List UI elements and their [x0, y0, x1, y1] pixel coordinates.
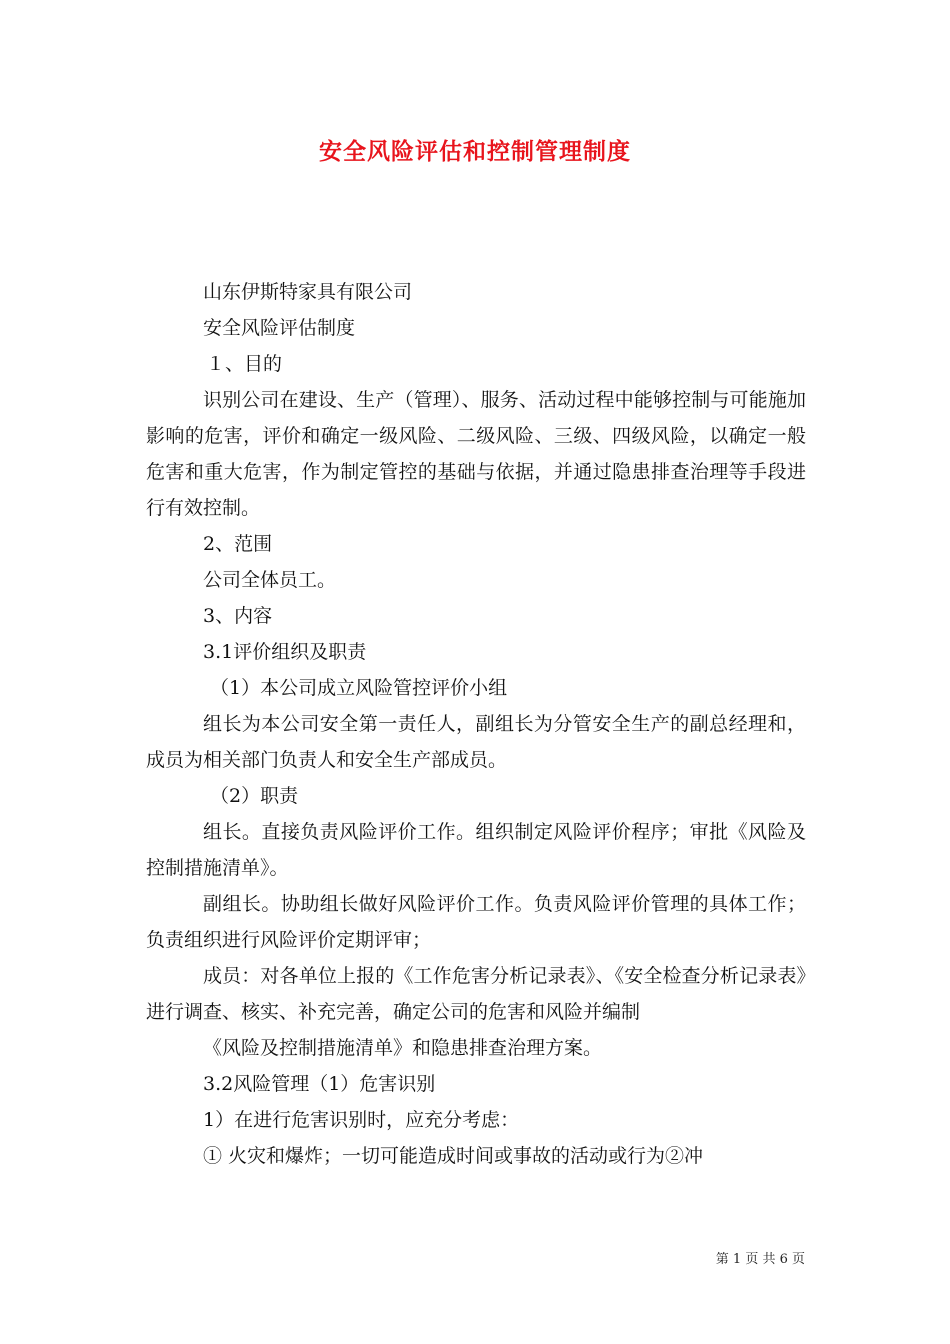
- subtitle: 安全风险评估制度: [203, 317, 356, 339]
- subsection-heading-3-2: 3.2风险管理（1）危害识别: [203, 1073, 436, 1095]
- page-number: 第 1 页 共 6 页: [715, 1252, 805, 1267]
- paragraph-fire-explosion: ① 火灾和爆炸；一切可能造成时间或事故的活动或行为②冲: [203, 1145, 704, 1167]
- section-heading-scope: 2、范围: [203, 533, 273, 555]
- paragraph-purpose: 识别公司在建设、生产（管理）、服务、活动过程中能够控制与可能施加影响的危害，评价和确定一级风险、二级风险、三级、四级风险，以确定一般危害和重大危害，作为制定管控的基础与依据，并通过隐患排查治理等手段进行有效控制。: [146, 389, 806, 519]
- paragraph-deputy-duty: 副组长。协助组长做好风险评价工作。负责风险评价管理的具体工作；负责组织进行风险评价定期评审；: [146, 893, 806, 951]
- paragraph-member-duty: 成员：对各单位上报的《工作危害分析记录表》、《安全检查分析记录表》进行调查、核实、补充完善，确定公司的危害和风险并编制: [146, 965, 806, 1023]
- section-heading-purpose: １、目的: [206, 353, 283, 375]
- section-heading-content: 3、内容: [203, 605, 273, 627]
- paragraph-group-leader: 组长为本公司安全第一责任人，副组长为分管安全生产的副总经理和，成员为相关部门负责人和安全生产部成员。: [146, 713, 806, 771]
- document-title: 安全风险评估和控制管理制度: [319, 138, 631, 165]
- paragraph-list-plan: 《风险及控制措施清单》和隐患排查治理方案。: [203, 1037, 603, 1059]
- item-heading-1: （1）本公司成立风险管控评价小组: [210, 677, 508, 699]
- company-name: 山东伊斯特家具有限公司: [203, 281, 413, 303]
- subsection-heading-3-1: 3.1评价组织及职责: [203, 641, 367, 663]
- paragraph-scope: 公司全体员工。: [203, 569, 337, 591]
- paragraph-hazard-id: 1）在进行危害识别时，应充分考虑：: [203, 1109, 520, 1131]
- item-heading-2: （2）职责: [210, 785, 299, 807]
- paragraph-leader-duty: 组长。直接负责风险评价工作。组织制定风险评价程序；审批《风险及控制措施清单》。: [146, 821, 806, 879]
- document-body: [146, 274, 806, 1174]
